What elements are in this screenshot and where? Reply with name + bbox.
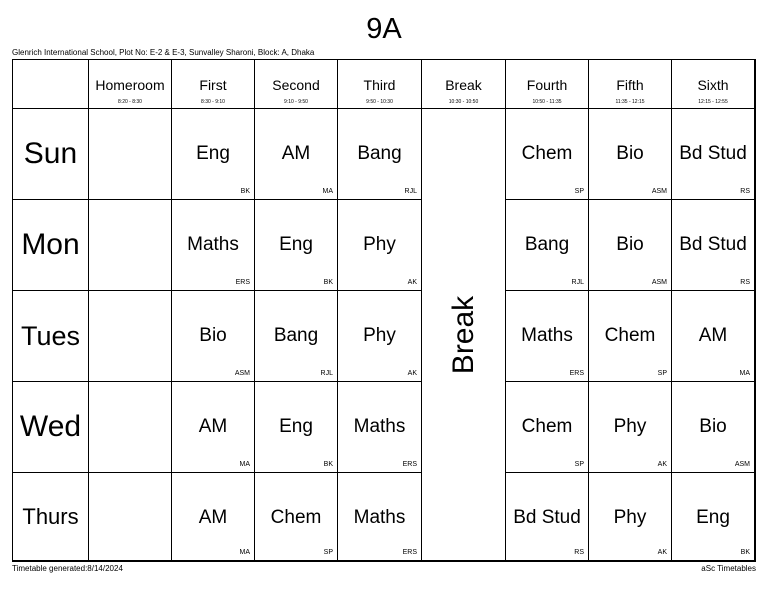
day-label-cell xyxy=(13,473,89,561)
period-time: 9:50 - 10:30 xyxy=(366,99,393,105)
corner-cell xyxy=(13,60,89,109)
lesson-teacher: MA xyxy=(739,370,750,377)
period-name: Homeroom xyxy=(95,77,165,93)
period-header xyxy=(255,60,338,109)
lesson-teacher: RS xyxy=(574,549,584,556)
lesson-cell xyxy=(172,200,255,291)
period-time: 8:20 - 8:30 xyxy=(118,99,142,105)
lesson-teacher: ASM xyxy=(651,279,667,286)
lesson-subject: AM xyxy=(198,416,228,437)
lesson-cell xyxy=(506,473,589,561)
lesson-cell xyxy=(255,200,338,291)
lesson-subject: Chem xyxy=(604,325,656,346)
lesson-cell xyxy=(255,109,338,200)
lesson-teacher: BK xyxy=(323,279,333,286)
lesson-teacher: AK xyxy=(407,370,417,377)
lesson-teacher: BK xyxy=(740,549,750,556)
lesson-cell xyxy=(338,200,422,291)
lesson-teacher: ERS xyxy=(569,370,584,377)
day-label-cell xyxy=(13,291,89,382)
period-time: 10:30 - 10:50 xyxy=(448,99,479,105)
lesson-cell xyxy=(172,291,255,382)
lesson-subject: Bd Stud xyxy=(679,143,747,164)
lesson-subject: Phy xyxy=(363,325,396,346)
lesson-teacher: RS xyxy=(740,279,750,286)
lesson-subject: Maths xyxy=(521,325,573,346)
lesson-cell xyxy=(589,200,672,291)
lesson-teacher: SP xyxy=(574,188,584,195)
period-header xyxy=(422,60,506,109)
lesson-teacher: ASM xyxy=(734,461,750,468)
lesson-subject: Bd Stud xyxy=(513,507,581,528)
lesson-cell xyxy=(506,200,589,291)
generated-date: Timetable generated:8/14/2024 xyxy=(12,564,123,573)
homeroom-cell xyxy=(89,200,172,291)
day-name: Wed xyxy=(19,410,82,443)
lesson-cell xyxy=(506,109,589,200)
timetable-grid xyxy=(12,59,756,562)
lesson-teacher: ERS xyxy=(402,549,417,556)
lesson-subject: Eng xyxy=(279,416,313,437)
lesson-cell xyxy=(589,473,672,561)
period-name: Fifth xyxy=(616,77,644,93)
lesson-cell xyxy=(172,473,255,561)
lesson-cell xyxy=(172,382,255,473)
lesson-subject: AM xyxy=(698,325,728,346)
lesson-cell xyxy=(672,382,755,473)
period-name: Fourth xyxy=(526,77,568,93)
period-name: Break xyxy=(445,77,482,93)
lesson-subject: Bang xyxy=(357,143,402,164)
lesson-subject: Phy xyxy=(613,416,647,437)
lesson-teacher: RJL xyxy=(404,188,417,195)
lesson-subject: Bio xyxy=(616,234,644,255)
lesson-cell xyxy=(338,382,422,473)
lesson-subject: Maths xyxy=(353,507,406,528)
period-header xyxy=(338,60,422,109)
lesson-subject: Bang xyxy=(524,234,570,255)
lesson-cell xyxy=(672,109,755,200)
lesson-subject: Phy xyxy=(363,234,396,255)
lesson-teacher: SP xyxy=(323,549,333,556)
lesson-cell xyxy=(672,473,755,561)
lesson-subject: Bd Stud xyxy=(679,234,747,255)
lesson-cell xyxy=(255,291,338,382)
school-address: Glenrich International School, Plot No: E-2 & E-3, Sunvalley Sharoni, Block: A, Dhaka xyxy=(12,48,315,57)
homeroom-cell xyxy=(89,291,172,382)
day-name: Mon xyxy=(21,228,80,261)
period-time: 8:30 - 9:10 xyxy=(201,99,225,105)
lesson-cell xyxy=(338,473,422,561)
lesson-cell xyxy=(338,291,422,382)
lesson-teacher: AK xyxy=(407,279,417,286)
day-label-cell xyxy=(13,200,89,291)
lesson-subject: Phy xyxy=(613,507,647,528)
lesson-teacher: AK xyxy=(657,461,667,468)
lesson-teacher: SP xyxy=(657,370,667,377)
lesson-subject: Chem xyxy=(521,143,573,164)
lesson-subject: Chem xyxy=(521,416,573,437)
lesson-cell xyxy=(506,291,589,382)
lesson-subject: Eng xyxy=(696,507,730,528)
lesson-cell xyxy=(506,382,589,473)
period-time: 9:10 - 9:50 xyxy=(284,99,308,105)
day-label-cell xyxy=(13,382,89,473)
period-time: 11:35 - 12:15 xyxy=(615,99,645,105)
period-name: Sixth xyxy=(697,77,729,93)
lesson-teacher: RJL xyxy=(320,370,333,377)
period-header xyxy=(589,60,672,109)
day-name: Tues xyxy=(20,321,81,351)
lesson-subject: Bio xyxy=(616,143,644,164)
lesson-subject: AM xyxy=(198,507,228,528)
lesson-subject: Maths xyxy=(353,416,406,437)
lesson-teacher: ASM xyxy=(234,370,250,377)
lesson-cell xyxy=(172,109,255,200)
lesson-subject: Bio xyxy=(199,325,227,346)
period-header xyxy=(89,60,172,109)
day-name: Sun xyxy=(23,137,78,170)
lesson-teacher: MA xyxy=(322,188,333,195)
homeroom-cell xyxy=(89,382,172,473)
generator-credit: aSc Timetables xyxy=(701,564,756,573)
lesson-cell xyxy=(589,382,672,473)
lesson-subject: Eng xyxy=(279,234,313,255)
lesson-subject: Maths xyxy=(187,234,239,255)
lesson-subject: AM xyxy=(281,143,311,164)
lesson-teacher: MA xyxy=(239,549,250,556)
period-header xyxy=(506,60,589,109)
lesson-cell xyxy=(672,291,755,382)
lesson-teacher: RJL xyxy=(571,279,584,286)
lesson-subject: Bio xyxy=(699,416,727,437)
period-name: Third xyxy=(363,77,396,93)
period-header xyxy=(172,60,255,109)
lesson-teacher: BK xyxy=(240,188,250,195)
period-time: 10:50 - 11:35 xyxy=(532,99,562,105)
lesson-teacher: RS xyxy=(740,188,750,195)
lesson-teacher: SP xyxy=(574,461,584,468)
lesson-cell xyxy=(589,109,672,200)
lesson-teacher: MA xyxy=(239,461,250,468)
lesson-teacher: ERS xyxy=(235,279,250,286)
period-header xyxy=(672,60,755,109)
lesson-cell xyxy=(255,473,338,561)
homeroom-cell xyxy=(89,473,172,561)
period-name: First xyxy=(199,77,227,93)
lesson-cell xyxy=(589,291,672,382)
lesson-subject: Chem xyxy=(270,507,322,528)
period-name: Second xyxy=(272,77,320,93)
lesson-teacher: ERS xyxy=(402,461,417,468)
break-column xyxy=(422,109,506,561)
day-label-cell xyxy=(13,109,89,200)
lesson-teacher: BK xyxy=(323,461,333,468)
lesson-cell xyxy=(338,109,422,200)
lesson-subject: Bang xyxy=(273,325,319,346)
lesson-cell xyxy=(255,382,338,473)
lesson-teacher: AK xyxy=(657,549,667,556)
lesson-teacher: ASM xyxy=(651,188,667,195)
period-time: 12:15 - 12:55 xyxy=(698,99,728,105)
break-label: Break xyxy=(446,295,480,374)
day-name: Thurs xyxy=(22,503,79,529)
homeroom-cell xyxy=(89,109,172,200)
lesson-cell xyxy=(672,200,755,291)
page-title: 9A xyxy=(366,13,402,45)
lesson-subject: Eng xyxy=(196,143,230,164)
